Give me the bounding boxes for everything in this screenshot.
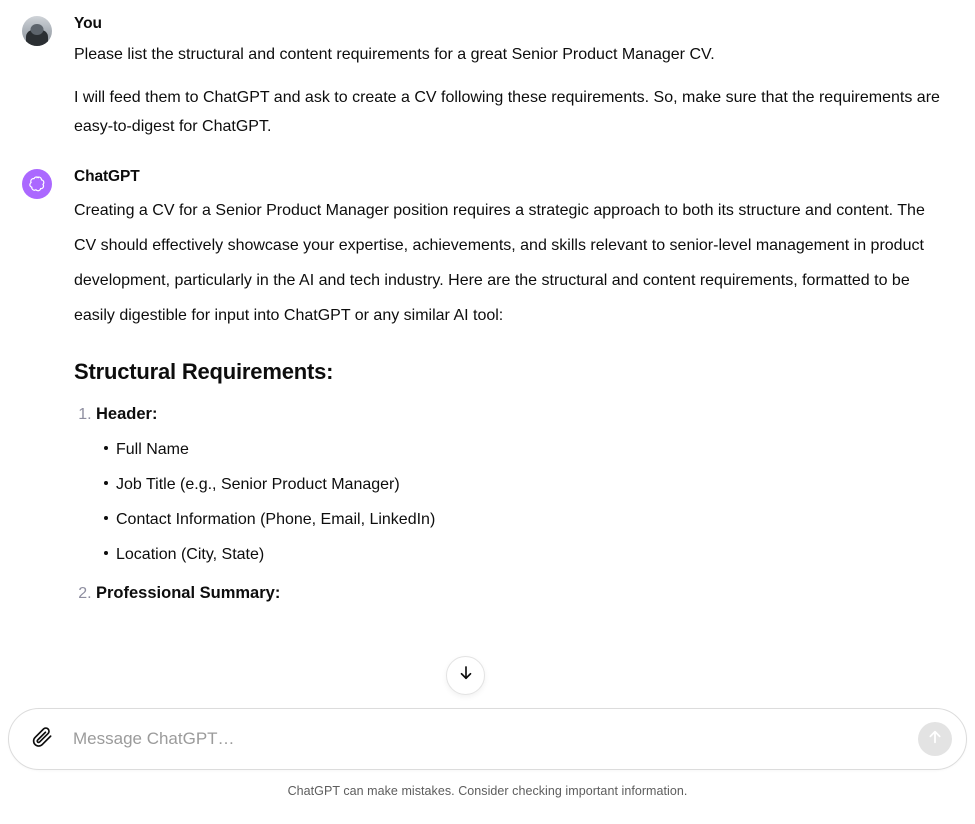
list-item [96, 399, 947, 572]
send-button[interactable] [918, 722, 952, 756]
list-item-title: Header: [96, 405, 158, 423]
message-composer[interactable] [8, 708, 967, 770]
sub-list-item: Contact Information (Phone, Email, LinkedIn) [116, 502, 947, 537]
scroll-to-bottom-button[interactable] [446, 656, 485, 695]
disclaimer-text: ChatGPT can make mistakes. Consider checking important information. [287, 784, 688, 798]
user-avatar [22, 16, 52, 46]
message-paragraph: Please list the structural and content requirements for a great Senior Product Manager CV. [74, 46, 715, 63]
sub-list-item: Full Name [116, 432, 947, 467]
arrow-up-icon [927, 729, 943, 750]
section-heading: Structural Requirements: [74, 359, 334, 384]
requirements-list [74, 399, 947, 609]
composer-area [0, 708, 975, 824]
sub-list-item: Location (City, State) [116, 537, 947, 572]
sub-list-item: Job Title (e.g., Senior Product Manager) [116, 467, 947, 502]
message-body [74, 167, 947, 611]
list-item [96, 578, 947, 609]
message-paragraph: I will feed them to ChatGPT and ask to create a CV following these requirements. So, make sure that the requirements are easy-to-digest for ChatGPT. [74, 89, 940, 135]
message-paragraph: Creating a CV for a Senior Product Manager position requires a strategic approach to both its structure and content. The CV should effectively showcase your expertise, achievements, and skills relevant to senior-level management in product development, particularly in the AI and tech industry. Here are the structural and content requirements, formatted to be easily digestible for input into ChatGPT or any similar AI tool: [74, 202, 925, 324]
openai-logo-icon [22, 169, 52, 199]
list-item-title: Professional Summary: [96, 584, 281, 602]
message-body [74, 14, 947, 141]
message-author: ChatGPT [74, 168, 140, 185]
message-input[interactable] [57, 719, 918, 759]
sub-list [96, 432, 947, 572]
arrow-down-icon [457, 664, 475, 687]
attach-file-button[interactable] [27, 724, 57, 754]
avatar-column [22, 14, 74, 141]
message-author: You [74, 15, 102, 32]
message-turn-assistant [0, 167, 975, 611]
paperclip-icon [31, 726, 53, 753]
avatar-column [22, 167, 74, 611]
message-turn-user [0, 14, 975, 141]
